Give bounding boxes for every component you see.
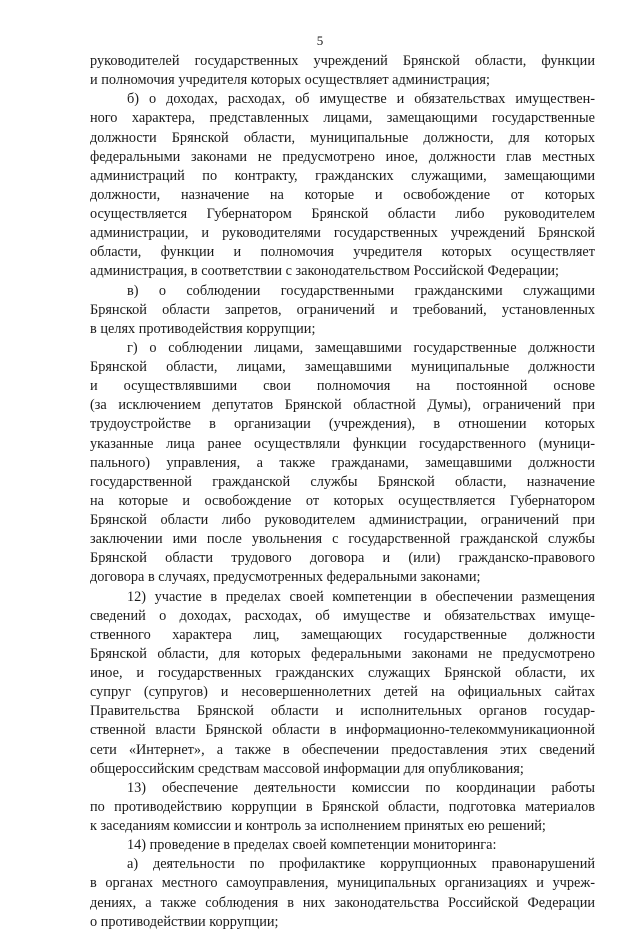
text-line: 14) проведение в пределах своей компетенции мониторинга:	[127, 837, 497, 854]
text-line: Брянской области либо руководителем администрации, ограничений при	[90, 512, 595, 528]
text-line: руководителей государственных учреждений Брянской области, функции	[90, 53, 595, 69]
text-line: 12) участие в пределах своей компетенции в обеспечении размещения	[127, 588, 595, 605]
text-line: Брянской области, лицами, замещавшими муниципальные должности	[90, 359, 595, 375]
text-line: к заседаниям комиссии и контроль за исполнением принятых ею решений;	[90, 818, 546, 834]
text-line: заключении ими после увольнения с государственной гражданской службы	[90, 531, 595, 548]
text-line: осуществляется Губернатором Брянской области либо руководителем	[90, 206, 595, 222]
text-line: Правительства Брянской области и исполнительных органов государ-	[90, 703, 595, 720]
text-line: должности, назначение на которые и освобождение от которых	[90, 186, 595, 203]
text-line: должности Брянской области, муниципальные должности, для которых	[90, 129, 595, 146]
text-line: (за исключением депутатов Брянской областной Думы), ограничений при	[90, 397, 595, 414]
text-line: общероссийским средствам массовой информации для опубликования;	[90, 760, 524, 777]
text-line: на которые и освобождение от которых осуществляется Губернатором	[90, 492, 595, 509]
text-line: администрация, в соответствии с законодательством Российской Федерации;	[90, 263, 560, 280]
text-line: договора в случаях, предусмотренных федеральными законами;	[90, 569, 481, 586]
body-text	[90, 52, 595, 932]
text-line: ственного характера лиц, замещающих государственные должности	[90, 626, 595, 643]
text-line: пального) управления, а также гражданами, замещавшими должности	[90, 454, 595, 471]
page-number: 5	[316, 33, 324, 48]
text-line: в) о соблюдении государственными гражданскими служащими	[127, 282, 595, 299]
text-line: в целях противодействия коррупции;	[90, 320, 316, 337]
text-line: в органах местного самоуправления, муниципальных организациях и учреж-	[90, 875, 595, 892]
text-line: иное, и государственных гражданских служащих Брянской области, их	[90, 665, 595, 681]
text-line: ственной власти Брянской области в информационно-телекоммуникационной	[90, 722, 595, 739]
text-line: Брянской области, для которых федеральными законами не предусмотрено	[90, 645, 595, 662]
text-line: указанные лица ранее осуществляли функции государственного (муници-	[90, 435, 595, 452]
text-line: сети «Интернет», а также в обеспечении предоставления этих сведений	[90, 741, 595, 758]
text-line: Брянской области трудового договора и (или) гражданско-правового	[90, 550, 595, 567]
text-line: ного характера, представленных лицами, замещающими государственные	[90, 110, 595, 127]
text-line: администрации, и руководителями государственных учреждений Брянской	[90, 225, 595, 242]
text-line: дениях, а также соблюдения в них законодательства Российской Федерации	[90, 894, 595, 911]
text-line: г) о соблюдении лицами, замещавшими государственные должности	[127, 339, 595, 356]
text-line: сведений о доходах, расходах, об имуществе и обязательствах имуще-	[90, 607, 595, 624]
text-line: а) деятельности по профилактике коррупционных правонарушений	[127, 856, 595, 873]
text-line: Брянской области запретов, ограничений и требований, установленных	[90, 301, 595, 318]
text-line: о противодействии коррупции;	[90, 913, 279, 930]
text-line: области, функции и полномочия учредителя которых осуществляет	[90, 244, 595, 261]
text-line: и полномочия учредителя которых осуществляет администрация;	[90, 72, 490, 89]
text-line: федеральными законами не предусмотрено иное, должности глав местных	[90, 148, 595, 165]
text-line: по противодействию коррупции в Брянской области, подготовка материалов	[90, 798, 595, 815]
text-line: трудоустройстве в организации (учреждения), в отношении которых	[90, 416, 595, 433]
text-line: и осуществлявшими свои полномочия на постоянной основе	[90, 378, 595, 395]
text-line: б) о доходах, расходах, об имуществе и обязательствах имуществен-	[127, 91, 595, 108]
text-line: государственной гражданской службы Брянской области, назначение	[90, 473, 595, 490]
text-line: 13) обеспечение деятельности комиссии по координации работы	[127, 779, 595, 796]
text-line: супруг (супругов) и несовершеннолетних детей на официальных сайтах	[90, 684, 595, 701]
text-line: администраций по контракту, гражданских служащими, замещающими	[90, 167, 595, 184]
